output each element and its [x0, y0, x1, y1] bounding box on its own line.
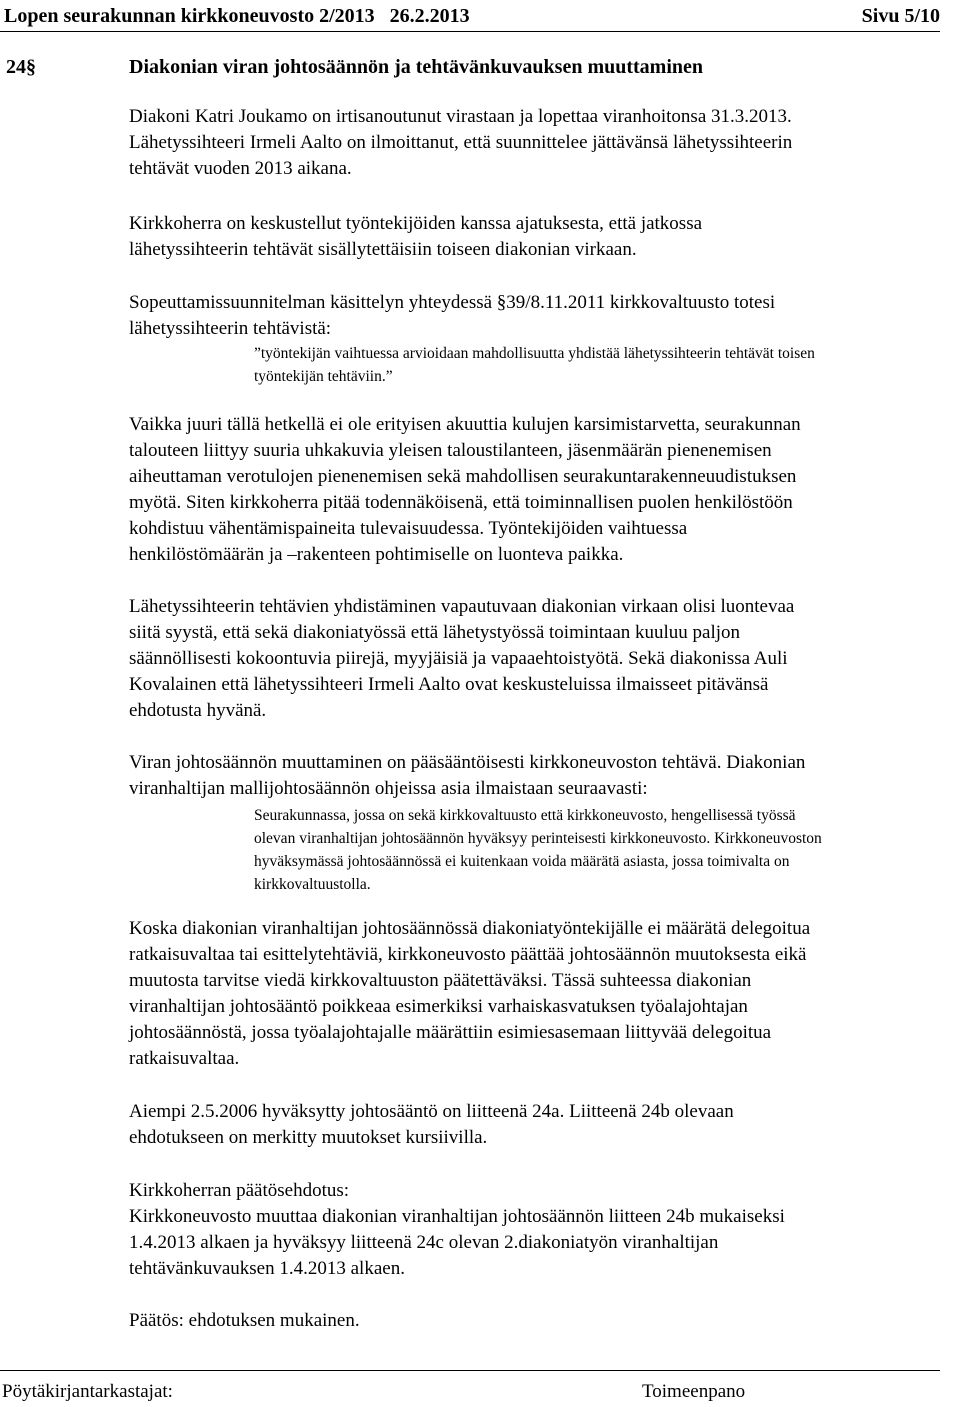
- text-line: hyväksymässä johtosäännössä ei kuitenkaan voida määrätä asiasta, jossa toimivalta on: [254, 853, 790, 870]
- text-line: Kovalainen että lähetyssihteeri Irmeli Aalto ovat keskusteluissa ilmaisseet pitävänsä: [129, 674, 769, 695]
- text-line: johtosäännöstä, jossa työalajohtajalle määrättiin esimiesasemaan liittyvää delegoitua: [129, 1022, 772, 1043]
- paragraph-staffing: [129, 412, 801, 568]
- section-heading: [6, 56, 704, 79]
- text-line: Viran johtosäännön muuttaminen on pääsääntöisesti kirkkoneuvoston tehtävä. Diakonian: [129, 752, 806, 773]
- footer-inspectors-label: Pöytäkirjantarkastajat:: [2, 1381, 173, 1402]
- text-line: Sopeuttamissuunnitelman käsittelyn yhteydessä §39/8.11.2011 kirkkovaltuusto totesi: [129, 292, 776, 313]
- text-line: Lähetyssihteeri Irmeli Aalto on ilmoittanut, että suunnittelee jättävänsä lähetyssihteerin: [129, 132, 793, 153]
- text-line: tehtävät vuoden 2013 aikana.: [129, 158, 352, 179]
- quote-council-statement: [254, 342, 815, 388]
- text-line: Koska diakonian viranhaltijan johtosäännössä diakoniatyöntekijälle ei määrätä delegoitua: [129, 918, 811, 939]
- footer-implementation-label: Toimeenpano: [642, 1381, 746, 1402]
- paragraph-rules-change: [129, 750, 805, 802]
- text-line: Aiempi 2.5.2006 hyväksytty johtosääntö on liitteenä 24a. Liitteenä 24b olevaan: [129, 1101, 734, 1122]
- text-line: Kirkkoherran päätösehdotus:: [129, 1180, 350, 1201]
- text-line: Lähetyssihteerin tehtävien yhdistäminen vapautuvaan diakonian virkaan olisi luontevaa: [129, 596, 795, 617]
- header-divider: [0, 31, 940, 32]
- text-line: Vaikka juuri tällä hetkellä ei ole erityisen akuuttia kulujen karsimistarvetta, seurakunnan: [129, 414, 801, 435]
- text-line: ehdotusta hyvänä.: [129, 700, 267, 721]
- section-title: Diakonian viran johtosäännön ja tehtävänkuvauksen muuttaminen: [129, 56, 704, 78]
- page-header: [2, 2, 940, 32]
- text-line: kohdistuu vähentämispaineita tulevaisuudessa. Työntekijöiden vaihtuessa: [129, 518, 688, 539]
- header-title: Lopen seurakunnan kirkkoneuvosto 2/2013 26.2.2013: [4, 5, 470, 27]
- text-line: lähetyssihteerin tehtävistä:: [129, 318, 332, 339]
- paragraph-proposal: [129, 1178, 785, 1282]
- text-line: aiheuttaman verotulojen pienenemisen sekä mahdollisen seurakuntarakenneuudistuksen: [129, 466, 797, 487]
- text-line: viranhaltijan mallijohtosäännön ohjeissa asia ilmaistaan seuraavasti:: [129, 778, 648, 799]
- text-line: säännöllisesti kokoontuvia piirejä, myyjäisiä ja vapaaehtoistyötä. Sekä diakonissa Auli: [129, 648, 788, 669]
- text-line: Kirkkoherra on keskustellut työntekijöiden kanssa ajatuksesta, että jatkossa: [129, 213, 703, 234]
- text-line: ratkaisuvaltaa.: [129, 1048, 240, 1069]
- text-line: tehtävänkuvauksen 1.4.2013 alkaen.: [129, 1258, 405, 1279]
- paragraph-delegation: [129, 916, 810, 1072]
- text-line: Seurakunnassa, jossa on sekä kirkkovaltuusto että kirkkoneuvosto, hengellisessä työssä: [254, 807, 796, 824]
- footer-divider: [0, 1370, 940, 1371]
- text-line: henkilöstömäärän ja –rakenteen pohtimiselle on luonteva paikka.: [129, 544, 624, 565]
- page-number: Sivu 5/10: [861, 5, 940, 27]
- text-line: lähetyssihteerin tehtävät sisällytettäisiin toiseen diakonian virkaan.: [129, 239, 637, 260]
- text-line: kirkkovaltuustolla.: [254, 876, 371, 893]
- paragraph-discussion: [129, 211, 702, 263]
- section-number: 24§: [6, 56, 36, 78]
- paragraph-decision: [129, 1308, 360, 1334]
- text-line: Päätös: ehdotuksen mukainen.: [129, 1310, 360, 1331]
- quote-model-rules: [254, 804, 822, 896]
- text-line: Diakoni Katri Joukamo on irtisanoutunut virastaan ja lopettaa viranhoitonsa 31.3.2013.: [129, 106, 792, 127]
- text-line: myötä. Siten kirkkoherra pitää todennäköisenä, että toiminnallisen puolen henkilöstöön: [129, 492, 793, 513]
- text-line: ehdotukseen on merkitty muutokset kursiivilla.: [129, 1127, 488, 1148]
- paragraph-attachments: [129, 1099, 734, 1151]
- text-line: viranhaltijan johtosääntö poikkeaa esimerkiksi varhaiskasvatuksen työalajohtajan: [129, 996, 748, 1017]
- paragraph-adjustment-plan: [129, 290, 775, 342]
- text-line: siitä syystä, että sekä diakoniatyössä että lähetystyössä toimintaan kuuluu paljon: [129, 622, 741, 643]
- text-line: muutosta tarvitse viedä kirkkovaltuuston päätettäväksi. Tässä suhteessa diakonian: [129, 970, 752, 991]
- text-line: työntekijän tehtäviin.”: [254, 368, 393, 385]
- paragraph-resignation: [129, 104, 792, 182]
- text-line: talouteen liittyy suuria uhkakuvia yleisen taloustilanteen, jäsenmäärän pienenemisen: [129, 440, 772, 461]
- text-line: olevan viranhaltijan johtosäännön hyväksyy perinteisesti kirkkoneuvosto. Kirkkoneuvoston: [254, 830, 822, 847]
- text-line: 1.4.2013 alkaen ja hyväksyy liitteenä 24c olevan 2.diakoniatyön viranhaltijan: [129, 1232, 719, 1253]
- text-line: Kirkkoneuvosto muuttaa diakonian viranhaltijan johtosäännön liitteen 24b mukaiseksi: [129, 1206, 785, 1227]
- text-line: ratkaisuvaltaa tai esittelytehtäviä, kirkkoneuvosto päättää johtosäännön muutoksesta eikä: [129, 944, 807, 965]
- paragraph-merge-rationale: [129, 594, 794, 724]
- text-line: ”työntekijän vaihtuessa arvioidaan mahdollisuutta yhdistää lähetyssihteerin tehtävät toisen: [254, 345, 815, 362]
